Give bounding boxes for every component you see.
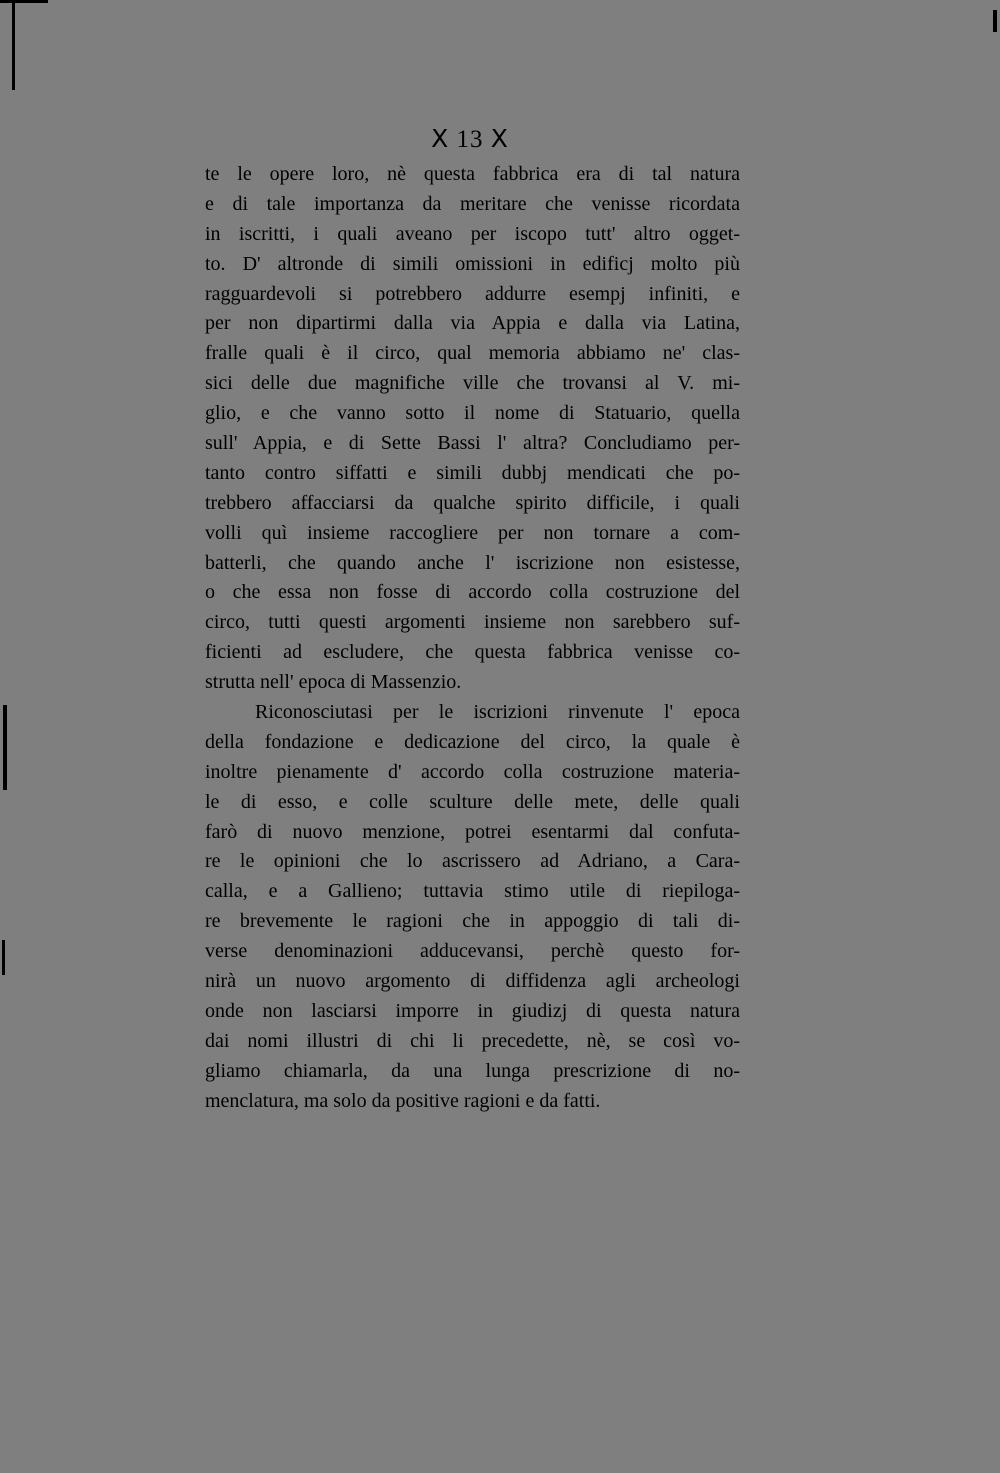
scan-edge-left-low <box>2 940 5 975</box>
text-line: tanto contro siffatti e simili dubbj mendicati che po- <box>205 461 740 484</box>
scan-edge-top-left <box>0 0 48 3</box>
text-line: sull' Appia, e di Sette Bassi l' altra? Concludiamo per- <box>205 432 740 455</box>
text-line: gliamo chiamarla, da una lunga prescrizione di no- <box>205 1059 740 1082</box>
page-number-header: Ⅹ 13 Ⅹ <box>431 126 509 153</box>
text-line: verse denominazioni adducevansi, perchè questo for- <box>205 940 740 963</box>
text-line: te le opere loro, nè questa fabbrica era di tal natura <box>205 163 740 185</box>
text-line: inoltre pienamente d' accordo colla costruzione materia- <box>205 760 740 783</box>
text-line: re le opinioni che lo ascrissero ad Adriano, a Cara- <box>205 850 740 873</box>
text-line: e di tale importanza da meritare che venisse ricordata <box>205 192 740 215</box>
text-line: re brevemente le ragioni che in appoggio di tali di- <box>205 910 740 933</box>
scan-edge-left-mid <box>3 705 7 790</box>
text-line: per non dipartirmi dalla via Appia e dalla via Latina, <box>205 312 740 335</box>
text-line: ficienti ad escludere, che questa fabbrica venisse co- <box>205 641 740 664</box>
text-line: strutta nell' epoca di Massenzio. <box>205 671 462 694</box>
text-line: nirà un nuovo argomento di diffidenza agli archeologi <box>205 970 740 993</box>
text-line: trebbero affacciarsi da qualche spirito difficile, i quali <box>205 491 740 514</box>
text-line: Riconosciutasi per le iscrizioni rinvenute l' epoca <box>255 701 740 724</box>
text-line: onde non lasciarsi imporre in giudizj di questa natura <box>205 999 740 1022</box>
text-line: ragguardevoli si potrebbero addurre esempj infiniti, e <box>205 282 740 305</box>
scan-edge-top-right <box>993 10 997 32</box>
scan-edge-left <box>12 0 15 90</box>
text-line: in iscritti, i quali aveano per iscopo tutt' altro ogget- <box>205 222 740 245</box>
text-line: o che essa non fosse di accordo colla costruzione del <box>205 581 740 604</box>
paragraph <box>205 698 740 1116</box>
text-line: calla, e a Gallieno; tuttavia stimo utile di riepiloga- <box>205 880 740 903</box>
text-line: farò di nuovo menzione, potrei esentarmi dal confuta- <box>205 820 740 843</box>
text-line: glio, e che vanno sotto il nome di Statuario, quella <box>205 402 740 425</box>
text-line: sici delle due magnifiche ville che trovansi al V. mi- <box>205 372 740 395</box>
text-line: to. D' altronde di simili omissioni in edificj molto più <box>205 252 740 275</box>
text-line: menclatura, ma solo da positive ragioni e da fatti. <box>205 1089 601 1112</box>
paragraph <box>205 160 740 698</box>
text-line: fralle quali è il circo, qual memoria abbiamo ne' clas- <box>205 342 740 365</box>
text-line: volli quì insieme raccogliere per non tornare a com- <box>205 521 740 544</box>
body-text <box>205 160 740 1117</box>
text-line: della fondazione e dedicazione del circo, la quale è <box>205 730 740 753</box>
text-line: batterli, che quando anche l' iscrizione non esistesse, <box>205 551 740 574</box>
text-line: circo, tutti questi argomenti insieme non sarebbero suf- <box>205 611 740 634</box>
text-line: dai nomi illustri di chi li precedette, nè, se così vo- <box>205 1029 740 1052</box>
text-line: le di esso, e colle sculture delle mete, delle quali <box>205 790 740 813</box>
